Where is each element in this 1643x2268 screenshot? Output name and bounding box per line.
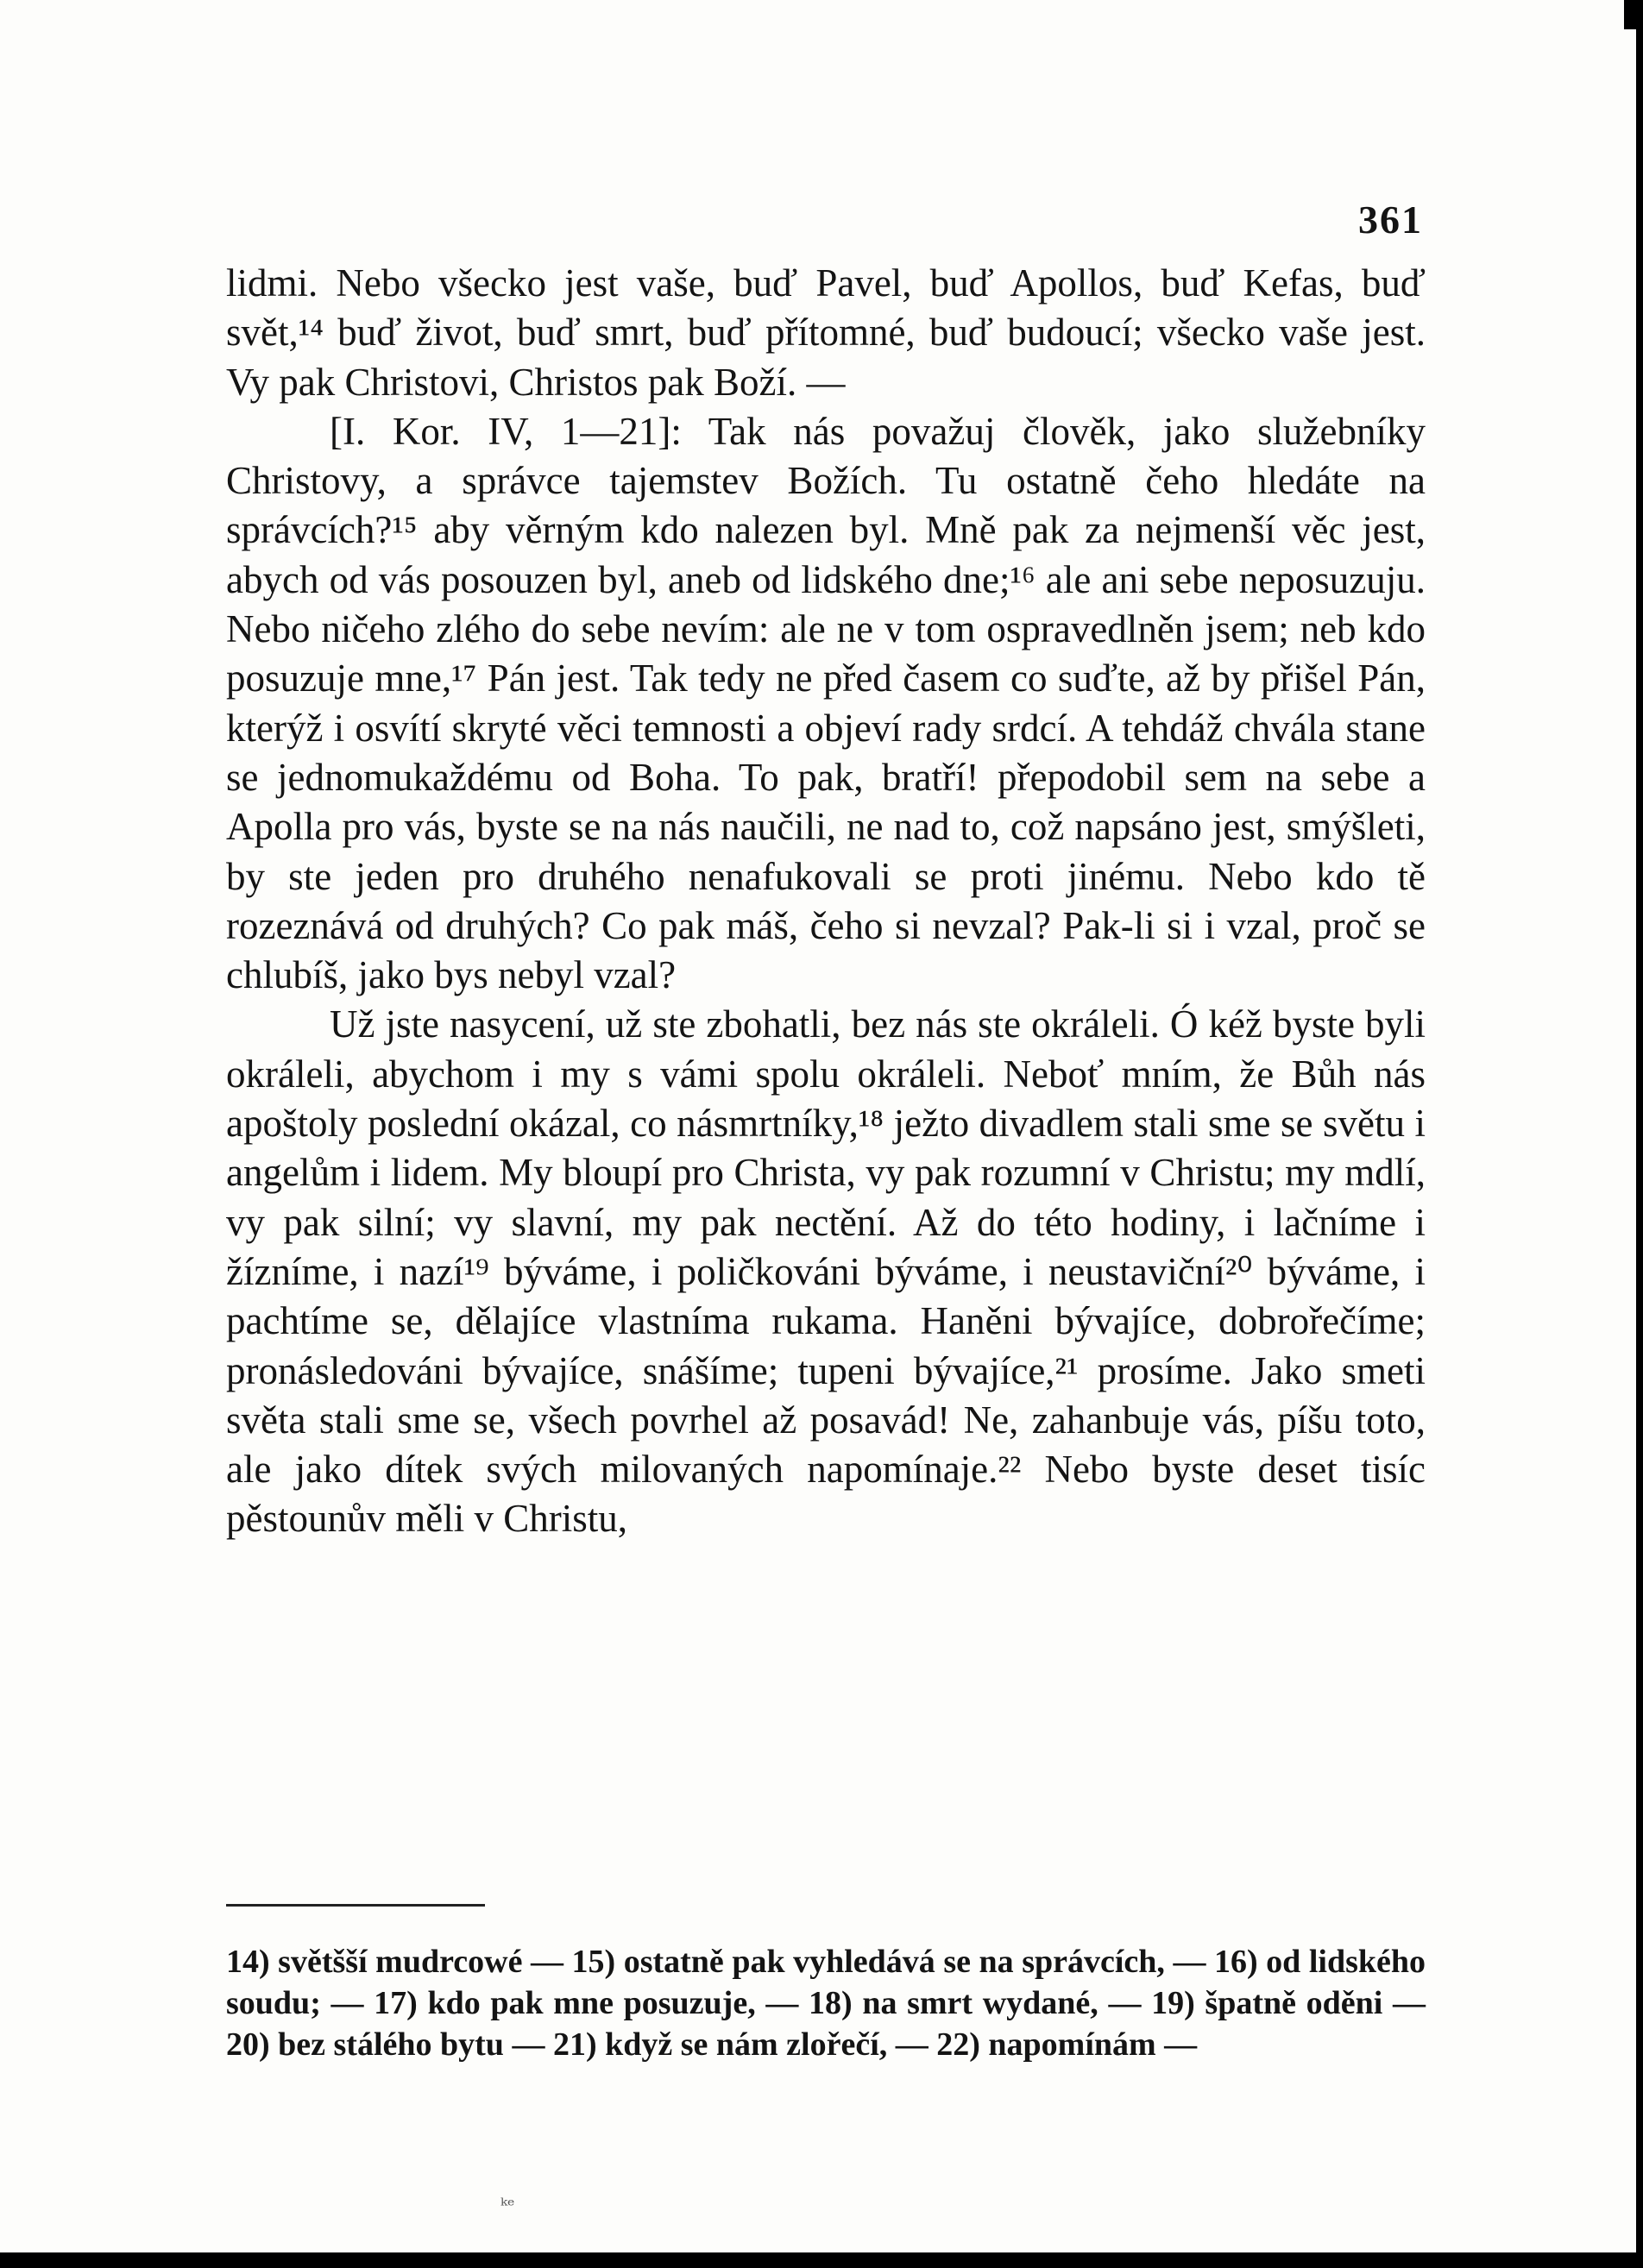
page-number: 361 bbox=[1358, 198, 1423, 242]
scan-edge-right bbox=[1636, 0, 1643, 2268]
paragraph: [I. Kor. IV, 1—21]: Tak nás považuj člověk, jako služebníky Christovy, a správce tajemstev Božích. Tu ostatně čeho hledáte na správcích?¹⁵ aby věrným kdo nalezen byl. Mně pak za nejmenší věc jest, abych od vás posouzen byl, aneb od lidského dne;¹⁶ ale ani sebe neposuzuju. Nebo ničeho zlého do sebe nevím: ale ne v tom ospravedlněn jsem; neb kdo posuzuje mne,¹⁷ Pán jest. Tak tedy ne před časem co suďte, až by přišel Pán, kterýž i osvítí skryté věci temnosti a objeví rady srdcí. A tehdáž chvála stane se jednomukaždému od Boha. To pak, bratří! přepodobil sem na sebe a Apolla pro vás, byste se na nás naučili, ne nad to, což napsáno jest, smýšleti, by ste jeden pro druhého nenafukovali se proti jinému. Nebo kdo tě rozeznává od druhých? Co pak máš, čeho si nevzal? Pak-li si i vzal, proč se chlubíš, jako bys nebyl vzal? bbox=[226, 409, 1426, 997]
scan-edge-bottom bbox=[0, 2252, 1643, 2268]
footnote-text: 14) světšší mudrcowé — 15) ostatně pak vyhledává se na správcích, — 16) od lidského soudu; — 17) kdo pak mne posuzuje, — 18) na smrt wydané, — 19) špatně oděni — 20) bez stálého bytu — 21) když se nám zlořečí, — 22) napomínám — bbox=[226, 1944, 1426, 2063]
paragraph: lidmi. Nebo všecko jest vaše, buď Pavel, buď Apollos, buď Kefas, buď svět,¹⁴ buď život, buď smrt, buď přítomné, buď budoucí; všecko vaše jest. Vy pak Christovi, Christos pak Boží. — bbox=[226, 261, 1426, 404]
main-text bbox=[226, 259, 1426, 1544]
paragraph: Už jste nasycení, už ste zbohatli, bez nás ste okráleli. Ó kéž byste byli okráleli, abychom i my s vámi spolu okráleli. Neboť mním, že Bůh nás apoštoly poslední okázal, co násmrtníky,¹⁸ ježto divadlem stali sme se světu i angelům i lidem. My bloupí pro Christa, vy pak rozumní v Christu; my mdlí, vy pak silní; vy slavní, my pak nectění. Až do této hodiny, i lačníme i žízníme, i nazí¹⁹ býváme, i poličkováni býváme, i neustaviční²⁰ býváme, i pachtíme se, dělajíce vlastníma rukama. Haněni bývajíce, dobrořečíme; pronásledováni bývajíce, snášíme; tupeni bývajíce,²¹ prosíme. Jako smeti světa stali sme se, všech povrhel až posavád! Ne, zahanbuje vás, píšu toto, ale jako dítek svých milovaných napomínaje.²² Nebo byste deset tisíc pěstounův měli v Christu, bbox=[226, 1002, 1426, 1541]
bottom-mark: ᵏᵉ bbox=[500, 2196, 515, 2217]
footnote-separator bbox=[226, 1904, 485, 1907]
footnotes bbox=[226, 1941, 1426, 2065]
